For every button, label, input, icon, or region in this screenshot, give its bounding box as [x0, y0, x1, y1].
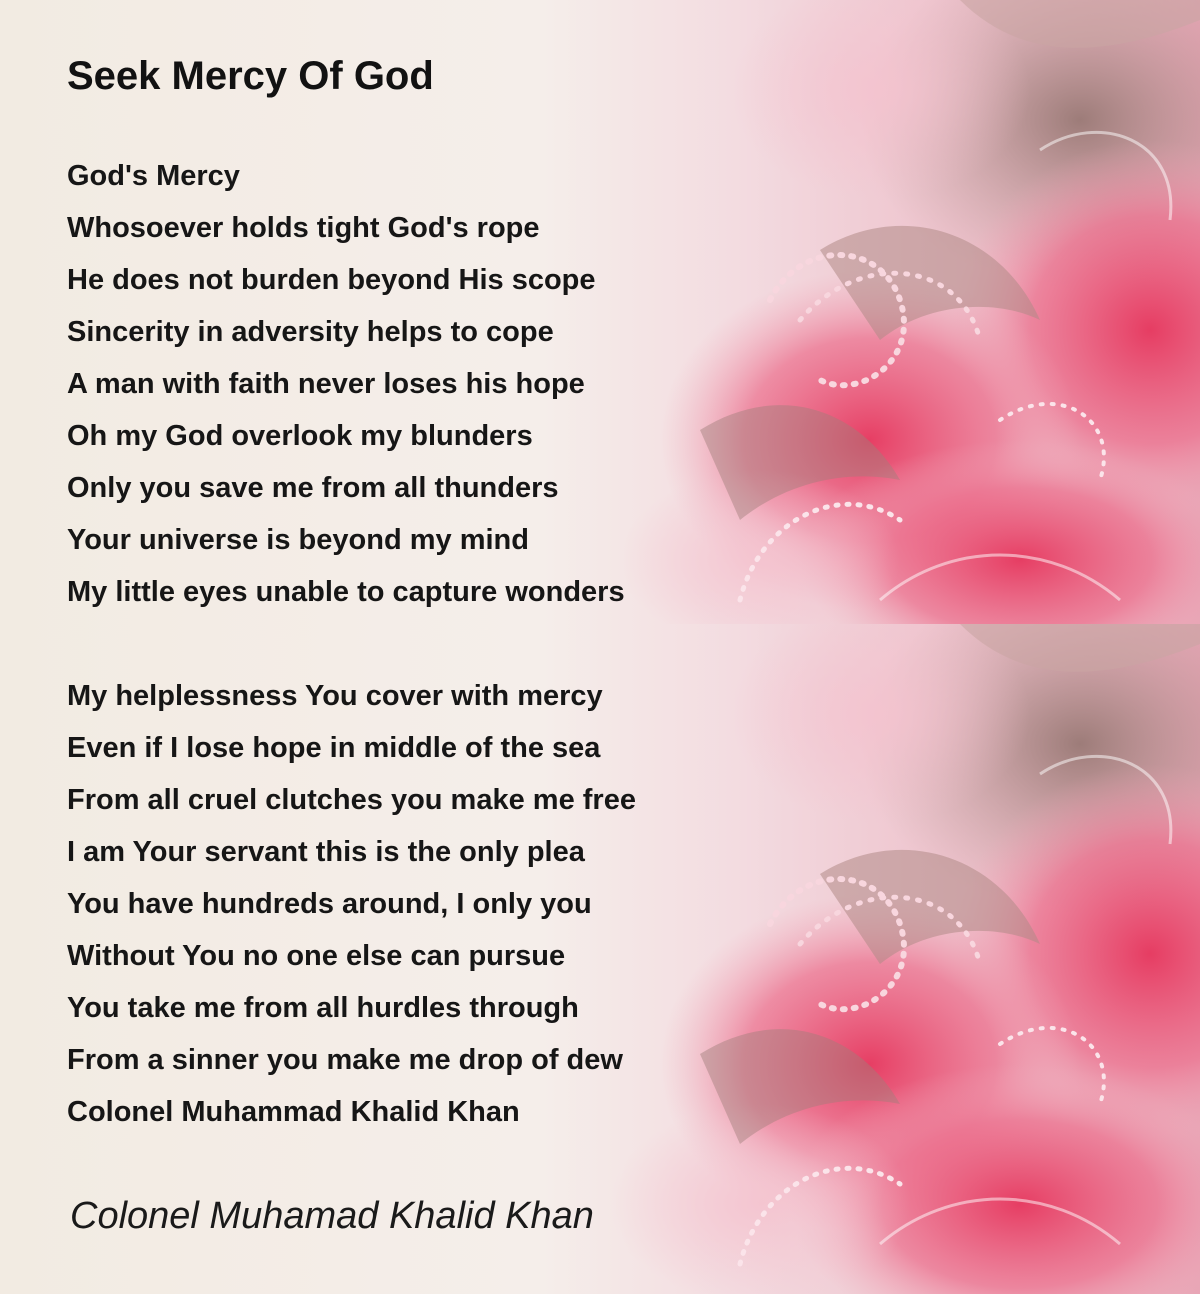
poem-line: You have hundreds around, I only you: [67, 888, 592, 920]
poem-line: God's Mercy: [67, 160, 240, 192]
author-signature: Colonel Muhamad Khalid Khan: [70, 1195, 594, 1237]
poem-line: Oh my God overlook my blunders: [67, 420, 533, 452]
poem-line: Whosoever holds tight God's rope: [67, 212, 540, 244]
poem-line: Without You no one else can pursue: [67, 940, 566, 972]
poem-line: A man with faith never loses his hope: [67, 368, 585, 400]
poem-line: I am Your servant this is the only plea: [67, 836, 585, 868]
poem-line: Only you save me from all thunders: [67, 472, 559, 504]
poem-line: You take me from all hurdles through: [67, 992, 579, 1024]
poem-line: My helplessness You cover with mercy: [67, 680, 603, 712]
poem-author-line: Colonel Muhammad Khalid Khan: [67, 1096, 520, 1128]
poem-line: He does not burden beyond His scope: [67, 264, 596, 296]
poem-line: Even if I lose hope in middle of the sea: [67, 732, 601, 764]
poem-line: From all cruel clutches you make me free: [67, 784, 636, 816]
poem-title: Seek Mercy Of God: [67, 54, 434, 98]
poem-line: Your universe is beyond my mind: [67, 524, 529, 556]
stanza-2: [67, 670, 636, 1138]
poem-line: Sincerity in adversity helps to cope: [67, 316, 554, 348]
stanza-1: [67, 150, 625, 618]
poem-line: From a sinner you make me drop of dew: [67, 1044, 623, 1076]
poem-line: My little eyes unable to capture wonders: [67, 576, 625, 608]
